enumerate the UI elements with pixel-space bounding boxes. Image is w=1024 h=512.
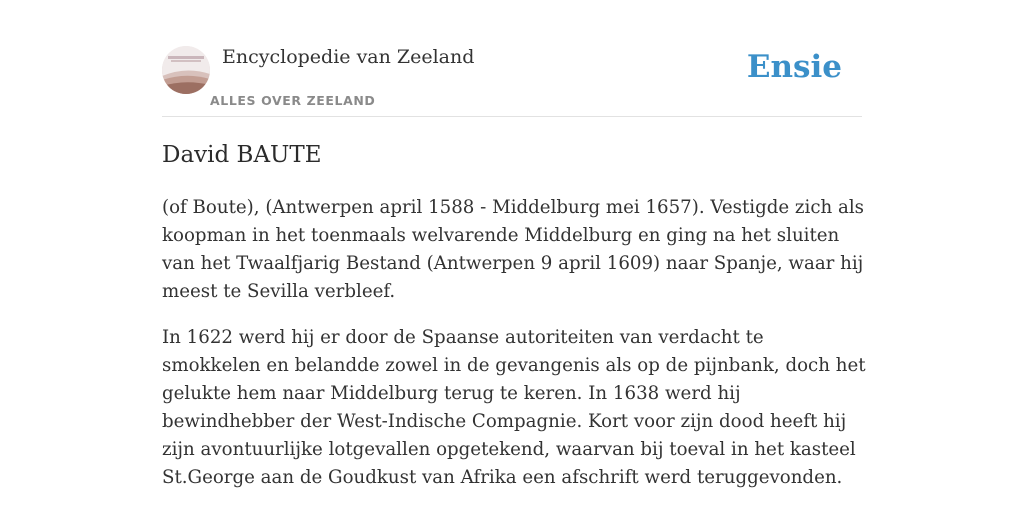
article	[162, 138, 867, 510]
site-header	[162, 46, 862, 117]
article-paragraph: In 1622 werd hij er door de Spaanse autoriteiten van verdacht te smokkelen en belandde zowel in de gevangenis als op de pijnbank, doch het gelukte hem naar Middelburg terug te keren. In 1638 werd hij bewindhebber der West-Indische Compagnie. Kort voor zijn dood heeft hij zijn avontuurlijke lotgevallen opgetekend, waarvan bij toeval in het kasteel St.George aan de Goudkust van Afrika een afschrift werd teruggevonden.	[162, 327, 866, 488]
site-subtitle: ALLES OVER ZEELAND	[210, 93, 376, 108]
ensie-logo-link[interactable]: Ensie	[746, 49, 842, 85]
book-photo-icon[interactable]	[162, 46, 210, 94]
article-title: David BAUTE	[162, 142, 322, 168]
article-paragraph: (of Boute), (Antwerpen april 1588 - Middelburg mei 1657). Vestigde zich als koopman in het toenmaals welvarende Middelburg en ging na het sluiten van het Twaalfjarig Bestand (Antwerpen 9 april 1609) naar Spanje, waar hij meest te Sevilla verbleef.	[162, 197, 865, 302]
site-title[interactable]: Encyclopedie van Zeeland	[222, 46, 475, 68]
